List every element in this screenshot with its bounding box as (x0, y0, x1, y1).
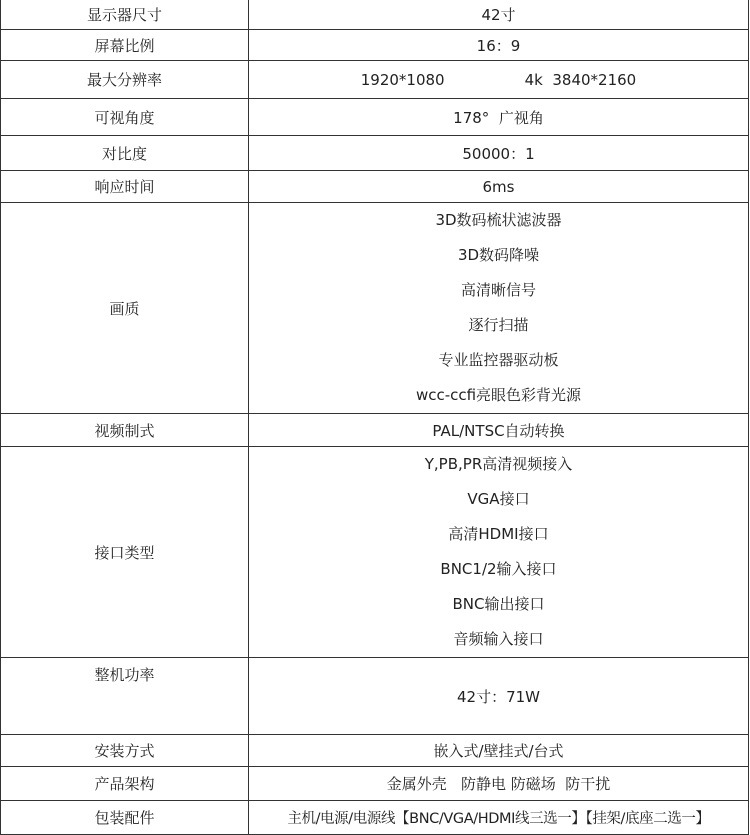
row-label: 显示器尺寸 (1, 0, 249, 30)
row-label: 产品架构 (1, 767, 249, 801)
row-value: 主机/电源/电源线【BNC/VGA/HDMI线三选一】【挂架/底座二选一】 (249, 801, 749, 835)
table-row (1, 99, 749, 136)
value-line: BNC1/2输入接口 (440, 560, 557, 578)
value-line: 3D数码梳状滤波器 (435, 211, 562, 229)
table-row (1, 447, 749, 658)
value-line: 高清HDMI接口 (448, 525, 549, 543)
table-row (1, 203, 749, 414)
row-label: 可视角度 (1, 99, 249, 136)
row-value: 嵌入式/壁挂式/台式 (249, 735, 749, 767)
row-value: 42寸：71W (249, 658, 749, 735)
value-line: wcc-ccfi亮眼色彩背光源 (415, 386, 582, 404)
row-value: 42寸 (249, 0, 749, 30)
table-row (1, 136, 749, 171)
value-line: 逐行扫描 (468, 316, 529, 334)
value-line: 高清晰信号 (460, 281, 536, 299)
table-row (1, 658, 749, 735)
row-value: 金属外壳 防静电 防磁场 防干扰 (249, 767, 749, 801)
row-label: 响应时间 (1, 171, 249, 203)
value-line: 专业监控器驱动板 (438, 351, 559, 369)
row-value: 6ms (249, 171, 749, 203)
row-label: 屏幕比例 (1, 30, 249, 61)
row-label: 整机功率 (1, 658, 249, 735)
resolution-4k: 4k 3840*2160 (524, 70, 637, 89)
row-value: PAL/NTSC自动转换 (249, 414, 749, 447)
row-label: 视频制式 (1, 414, 249, 447)
table-row (1, 767, 749, 801)
row-value (249, 203, 749, 414)
table-row (1, 61, 749, 99)
row-value: 178° 广视角 (249, 99, 749, 136)
table-row (1, 30, 749, 61)
table-row (1, 801, 749, 835)
value-line: BNC输出接口 (452, 595, 545, 613)
row-label: 最大分辨率 (1, 61, 249, 99)
row-label: 接口类型 (1, 447, 249, 658)
resolution-hd: 1920*1080 (360, 70, 445, 89)
table-row (1, 0, 749, 30)
table-row (1, 414, 749, 447)
row-label: 画质 (1, 203, 249, 414)
row-label: 包装配件 (1, 801, 249, 835)
table-row (1, 735, 749, 767)
row-label: 安装方式 (1, 735, 249, 767)
row-value (249, 61, 749, 99)
value-line: Y,PB,PR高清视频接入 (424, 455, 573, 473)
value-line: 音频输入接口 (453, 630, 544, 648)
row-value: 16：9 (249, 30, 749, 61)
value-line: 3D数码降噪 (457, 246, 540, 264)
row-value: 50000：1 (249, 136, 749, 171)
table-row (1, 171, 749, 203)
value-line: VGA接口 (467, 490, 530, 508)
row-value (249, 447, 749, 658)
row-label: 对比度 (1, 136, 249, 171)
